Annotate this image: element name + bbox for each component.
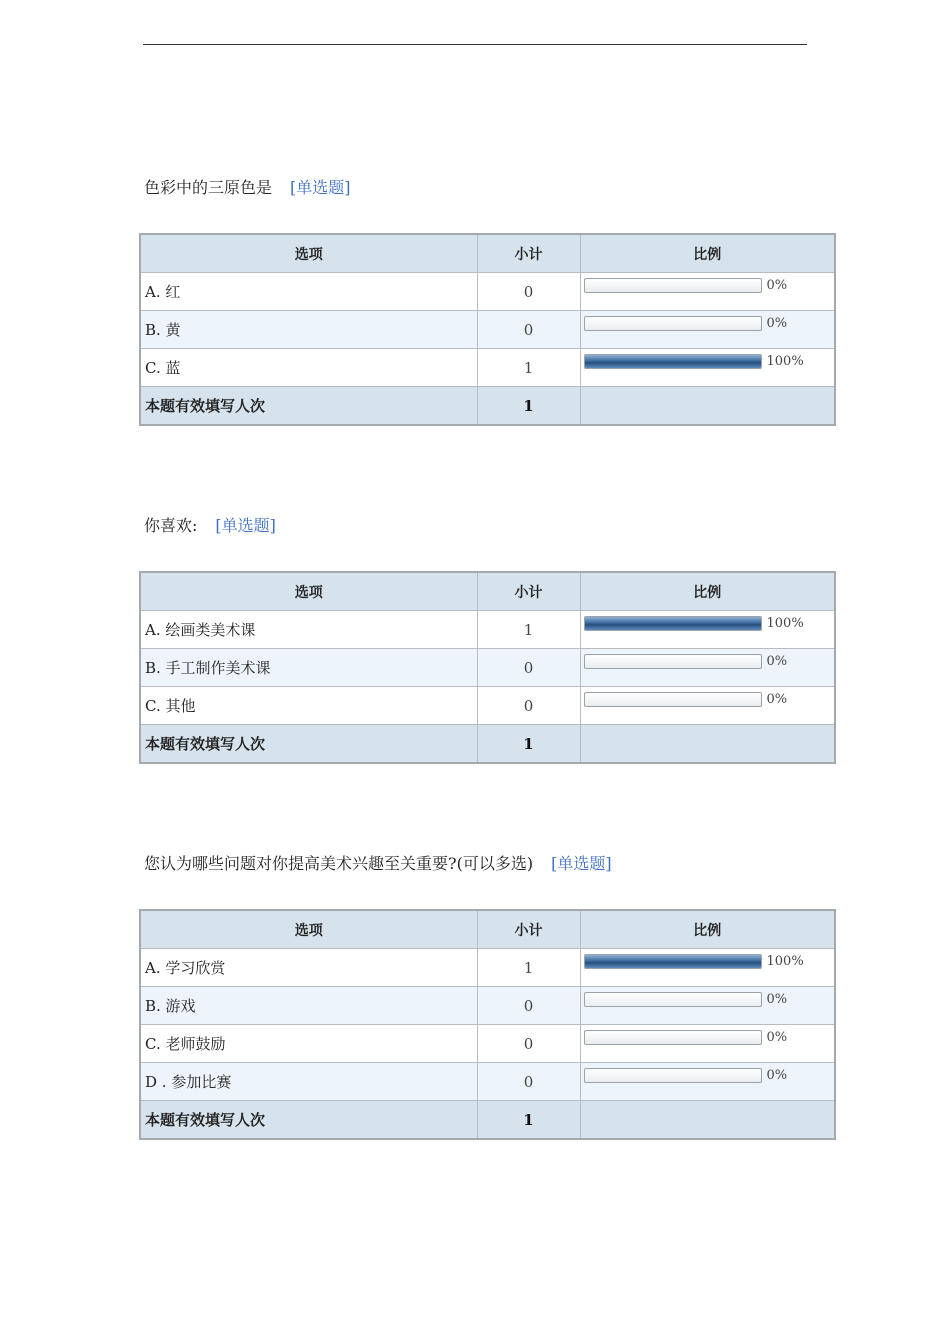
option-ratio [580,987,835,1025]
option-label: D . 参加比赛 [140,1063,477,1101]
total-row [140,387,835,426]
progress-bar [584,616,762,631]
col-header-count: 小计 [477,234,580,273]
option-label: A. 学习欣赏 [140,949,477,987]
results-table [139,909,836,1140]
option-label: B. 手工制作美术课 [140,649,477,687]
option-label: A. 红 [140,273,477,311]
col-header-option: 选项 [140,572,477,611]
option-percent: 100% [766,954,804,969]
progress-bar [584,354,762,369]
question-type-link[interactable]: [单选题] [290,178,351,197]
col-header-option: 选项 [140,910,477,949]
table-header-row [140,910,835,949]
option-ratio [580,311,835,349]
question-text: 色彩中的三原色是 [144,178,273,197]
table-row [140,687,835,725]
progress-bar [584,1068,762,1083]
table-row [140,1025,835,1063]
option-ratio [580,611,835,649]
option-percent: 0% [766,992,788,1007]
option-label: A. 绘画类美术课 [140,611,477,649]
progress-bar [584,278,762,293]
progress-bar-fill [585,355,761,368]
total-label: 本题有效填写人次 [140,1101,477,1140]
option-percent: 100% [766,616,804,631]
option-count: 0 [477,649,580,687]
option-count: 0 [477,987,580,1025]
question-text: 你喜欢: [144,516,198,535]
progress-bar [584,654,762,669]
question-title [144,516,276,536]
option-label: B. 游戏 [140,987,477,1025]
table-row [140,349,835,387]
option-percent: 0% [766,1068,788,1083]
option-label: C. 其他 [140,687,477,725]
total-count: 1 [477,1101,580,1140]
total-count: 1 [477,387,580,426]
option-percent: 0% [766,278,788,293]
option-ratio [580,1063,835,1101]
table-header-row [140,572,835,611]
option-label: B. 黄 [140,311,477,349]
question-text: 您认为哪些问题对你提高美术兴趣至关重要?(可以多选) [144,854,534,873]
option-ratio [580,949,835,987]
col-header-ratio: 比例 [580,910,835,949]
option-ratio [580,649,835,687]
progress-bar [584,1030,762,1045]
option-count: 0 [477,311,580,349]
progress-bar [584,954,762,969]
results-table [139,571,836,764]
option-count: 0 [477,273,580,311]
table-row [140,611,835,649]
table-row [140,273,835,311]
option-percent: 100% [766,354,804,369]
option-ratio [580,349,835,387]
total-count: 1 [477,725,580,764]
option-count: 1 [477,349,580,387]
option-ratio [580,687,835,725]
total-row [140,725,835,764]
option-count: 1 [477,949,580,987]
total-label: 本题有效填写人次 [140,387,477,426]
option-ratio [580,273,835,311]
question-type-link[interactable]: [单选题] [215,516,276,535]
table-row [140,987,835,1025]
question-title [144,854,612,874]
table-row [140,311,835,349]
option-count: 0 [477,1025,580,1063]
question-type-link[interactable]: [单选题] [551,854,612,873]
total-ratio-empty [580,1101,835,1140]
option-count: 1 [477,611,580,649]
option-percent: 0% [766,316,788,331]
total-label: 本题有效填写人次 [140,725,477,764]
option-percent: 0% [766,692,788,707]
table-row [140,1063,835,1101]
option-label: C. 蓝 [140,349,477,387]
col-header-ratio: 比例 [580,234,835,273]
option-percent: 0% [766,1030,788,1045]
col-header-option: 选项 [140,234,477,273]
col-header-ratio: 比例 [580,572,835,611]
total-ratio-empty [580,725,835,764]
table-row [140,949,835,987]
table-row [140,649,835,687]
progress-bar-fill [585,955,761,968]
option-percent: 0% [766,654,788,669]
option-ratio [580,1025,835,1063]
progress-bar [584,692,762,707]
option-label: C. 老师鼓励 [140,1025,477,1063]
option-count: 0 [477,687,580,725]
top-rule [143,44,807,45]
col-header-count: 小计 [477,572,580,611]
progress-bar [584,992,762,1007]
total-row [140,1101,835,1140]
question-title [144,178,351,198]
table-header-row [140,234,835,273]
total-ratio-empty [580,387,835,426]
progress-bar-fill [585,617,761,630]
progress-bar [584,316,762,331]
results-table [139,233,836,426]
option-count: 0 [477,1063,580,1101]
col-header-count: 小计 [477,910,580,949]
